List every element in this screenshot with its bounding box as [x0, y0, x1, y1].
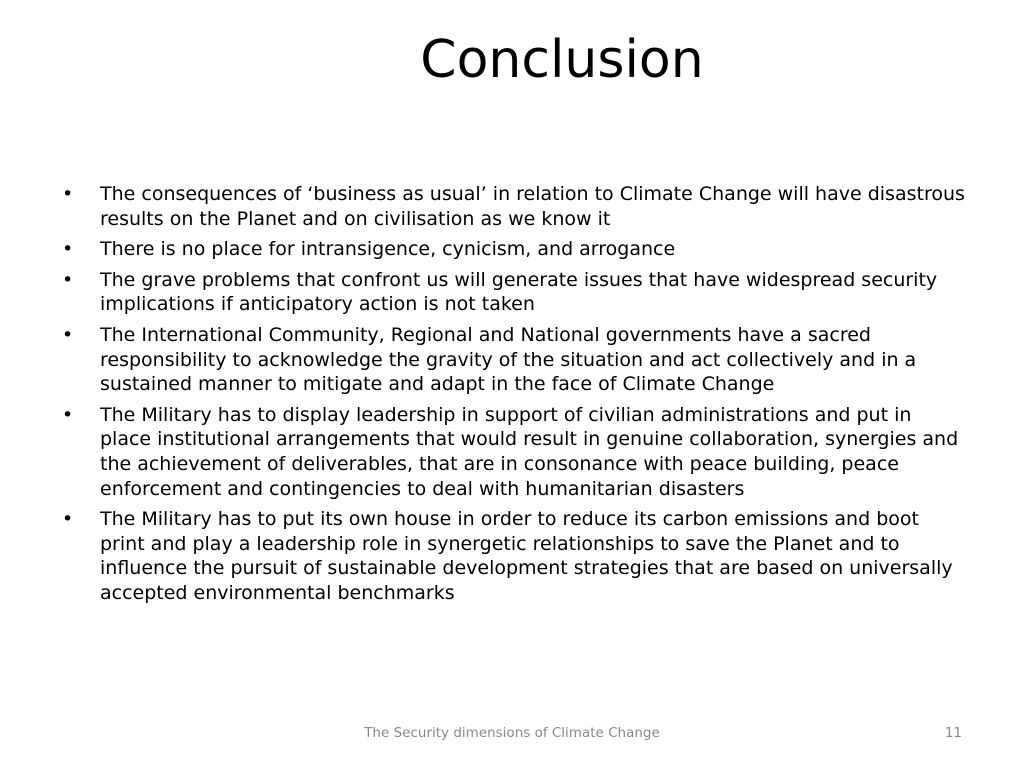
slide-title: Conclusion	[420, 30, 704, 90]
bullet-icon: •	[62, 238, 74, 261]
bullet-item	[62, 403, 967, 501]
bullet-item	[62, 237, 967, 262]
bullet-icon: •	[62, 403, 74, 426]
footer-text: The Security dimensions of Climate Change	[364, 725, 660, 741]
bullet-list	[62, 182, 967, 612]
bullet-item	[62, 182, 967, 231]
bullet-item	[62, 268, 967, 317]
bullet-icon: •	[62, 508, 74, 531]
bullet-text: The Military has to put its own house in order to reduce its carbon emissions and boot print and play a leadership role in synergetic relationships to save the Planet and to influence the pursuit of sustainable development strategies that are based on universally accepted environmental benchmarks	[100, 508, 953, 604]
bullet-text: There is no place for intransigence, cynicism, and arrogance	[100, 238, 676, 261]
bullet-text: The Military has to display leadership in support of civilian administrations and put in place institutional arrangements that would result in genuine collaboration, synergies and the achievement of deliverables, that are in consonance with peace building, peace enforcement and contingencies to deal with humanitarian disasters	[100, 403, 959, 500]
bullet-text: The grave problems that confront us will generate issues that have widespread security implications if anticipatory action is not taken	[100, 268, 938, 316]
bullet-icon: •	[62, 268, 74, 291]
bullet-text: The consequences of ‘business as usual’ in relation to Climate Change will have disastrous results on the Planet and on civilisation as we know it	[100, 183, 965, 230]
bullet-icon: •	[62, 323, 74, 346]
bullet-icon: •	[62, 183, 74, 205]
slide-number: 11	[944, 725, 962, 741]
bullet-item	[62, 507, 967, 605]
bullet-item	[62, 323, 967, 397]
bullet-text: The International Community, Regional and National governments have a sacred responsibility to acknowledge the gravity of the situation and act collectively and in a sustained manner to mitigate and adapt in the face of Climate Change	[100, 323, 917, 396]
